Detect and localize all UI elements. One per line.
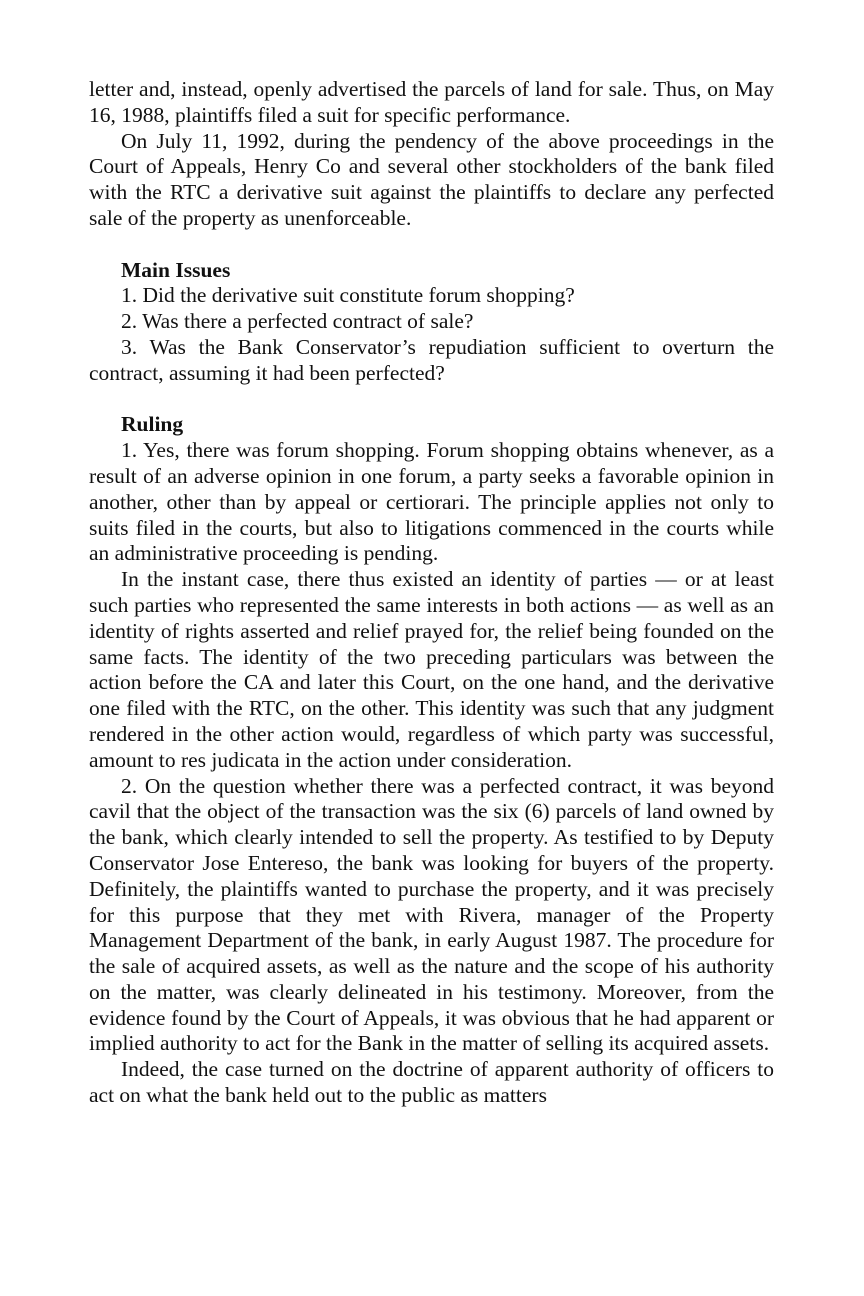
intro-paragraph-continued: letter and, instead, openly advertised the parcels of land for sale. Thus, on May 16, 1988, plaintiffs filed a suit for specific performance. — [89, 77, 774, 127]
issue-item: 3. Was the Bank Conservator’s repudiation sufficient to overturn the contract, assuming it had been perfected? — [89, 334, 774, 385]
issue-item: 2. Was there a perfected contract of sale? — [121, 309, 474, 334]
ruling-paragraph: 2. On the question whether there was a perfected contract, it was beyond cavil that the object of the transaction was the six (6) parcels of land owned by the bank, which clearly intended to sell the property. As testified to by Deputy Conservator Jose Entereso, the bank was looking for buyers of the property. Definitely, the plaintiffs wanted to purchase the property, and it was precisely for this purpose that they met with Rivera, manager of the Property Management Department of the bank, in early August 1987. The procedure for the sale of acquired assets, as well as the nature and the scope of his authority on the matter, was clearly delineated in his testimony. Moreover, from the evidence found by the Court of Appeals, it was obvious that he had apparent or implied authority to act for the Bank in the matter of selling its acquired assets. — [89, 773, 774, 1056]
ruling-paragraph: Indeed, the case turned on the doctrine of apparent authority of officers to act on what the bank held out to the public as matters — [89, 1057, 774, 1108]
intro-paragraph: On July 11, 1992, during the pendency of the above proceedings in the Court of Appeals, Henry Co and several other stockholders of the bank filed with the RTC a derivative suit against the plaintiffs to declare any perfected sale of the property as unenforceable. — [89, 128, 774, 230]
main-issues-heading: Main Issues — [121, 257, 231, 282]
section-gap — [89, 232, 774, 258]
ruling-paragraph: 1. Yes, there was forum shopping. Forum shopping obtains whenever, as a result of an adverse opinion in one forum, a party seeks a favorable opinion in another, other than by appeal or certiorari. The principle applies not only to suits filed in the courts, but also to litigations commenced in the courts while an administrative proceeding is pending. — [89, 438, 774, 566]
section-gap — [89, 387, 774, 413]
ruling-paragraph: In the instant case, there thus existed an identity of parties — or at least such parties who represented the same interests in both actions — as well as an identity of rights asserted and relief prayed for, the relief being founded on the same facts. The identity of the two preceding particulars was between the action before the CA and later this Court, on the one hand, and the derivative one filed with the RTC, on the other. This identity was such that any judgment rendered in the other action would, regardless of which party was successful, amount to res judicata in the action under consideration. — [89, 567, 774, 772]
issue-item: 1. Did the derivative suit constitute forum shopping? — [121, 283, 575, 308]
document-page — [89, 77, 774, 1109]
ruling-heading: Ruling — [121, 412, 184, 437]
